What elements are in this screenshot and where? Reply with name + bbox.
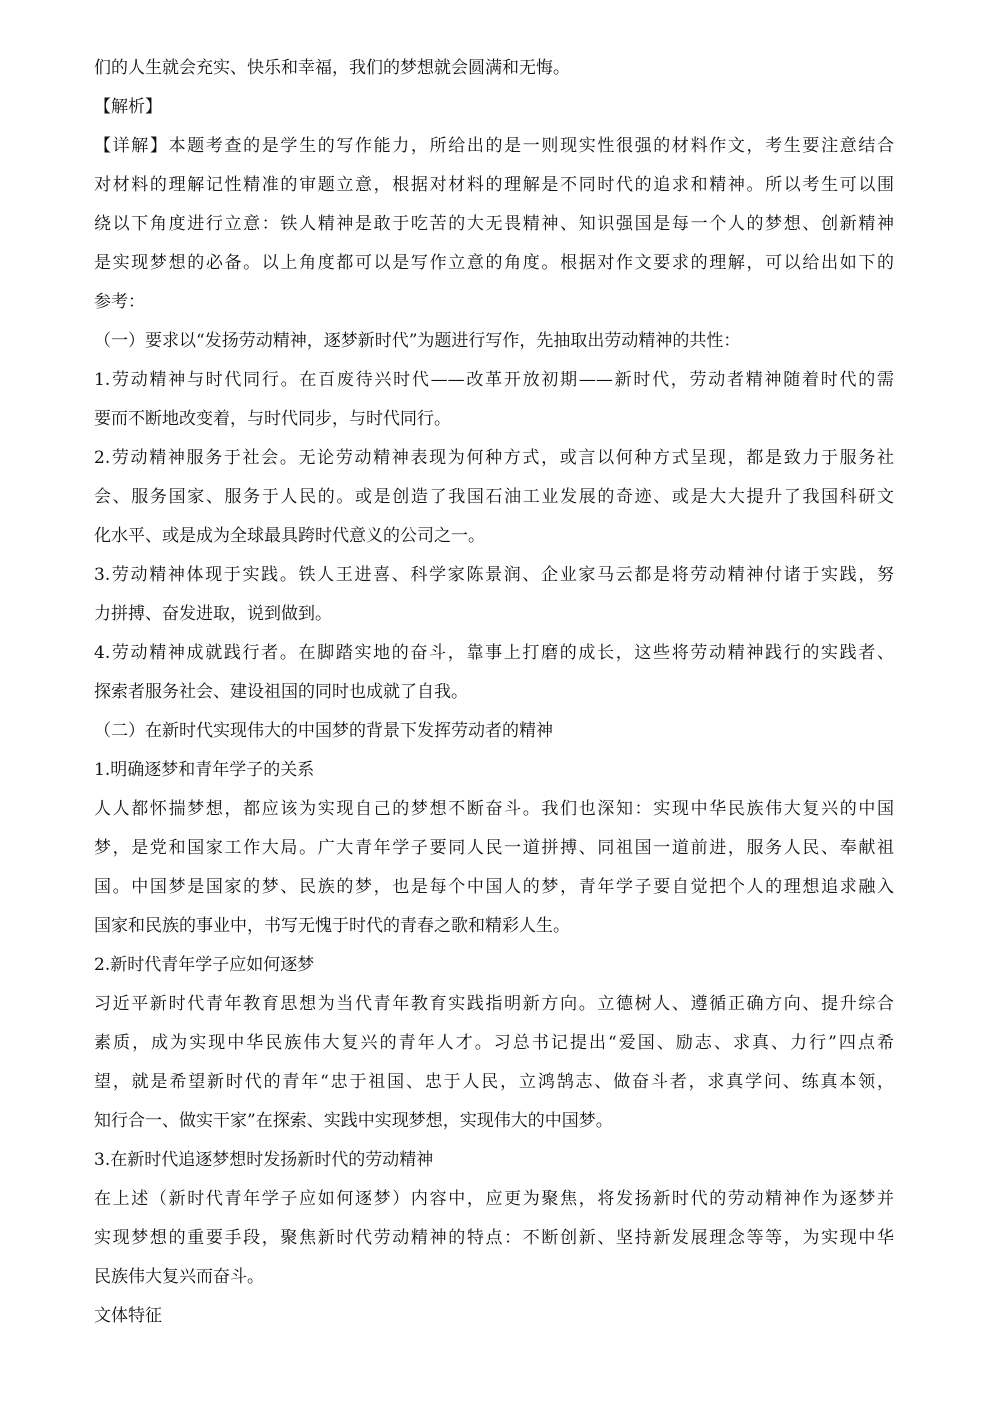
section-heading-style: 文体特征 (94, 1306, 162, 1326)
subheading-point-2: 2.新时代青年学子应如何逐梦 (94, 955, 315, 975)
text-line: 化水平、或是成为全球最具跨时代意义的公司之一。 (94, 526, 485, 546)
text-line: 素质，成为实现中华民族伟大复兴的青年人才。习总书记提出“爱国、励志、求真、力行”四点希 (94, 1033, 894, 1053)
subheading-part-two: （二）在新时代实现伟大的中国梦的背景下发挥劳动者的精神 (94, 721, 553, 741)
subheading-point-3: 3.在新时代追逐梦想时发扬新时代的劳动精神 (94, 1150, 434, 1170)
text-line: 要而不断地改变着，与时代同步，与时代同行。 (94, 409, 451, 429)
text-line: 力拼搏、奋发进取，说到做到。 (94, 604, 332, 624)
text-line: 1.劳动精神与时代同行。在百废待兴时代——改革开放初期——新时代，劳动者精神随着时代的需 (94, 370, 894, 390)
text-line: 3.劳动精神体现于实践。铁人王进喜、科学家陈景润、企业家马云都是将劳动精神付诸于实践，努 (94, 565, 894, 585)
text-line: 国家和民族的事业中，书写无愧于时代的青春之歌和精彩人生。 (94, 916, 570, 936)
text-line: 望，就是希望新时代的青年“忠于祖国、忠于人民，立鸿鹄志、做奋斗者，求真学问、练真本领， (94, 1072, 894, 1092)
text-line: 4.劳动精神成就践行者。在脚踏实地的奋斗，靠事上打磨的成长，这些将劳动精神践行的实践者、 (94, 643, 894, 663)
text-line: 国。中国梦是国家的梦、民族的梦，也是每个中国人的梦，青年学子要自觉把个人的理想追求融入 (94, 877, 894, 897)
text-line: 民族伟大复兴而奋斗。 (94, 1267, 264, 1287)
text-line: 参考： (94, 292, 145, 312)
text-line: 绕以下角度进行立意：铁人精神是敢于吃苦的大无畏精神、知识强国是每一个人的梦想、创新精神 (94, 214, 894, 234)
text-line: 梦，是党和国家工作大局。广大青年学子要同人民一道拼搏、同祖国一道前进，服务人民、奉献祖 (94, 838, 894, 858)
section-heading-analysis: 【解析】 (94, 97, 162, 117)
text-line: 探索者服务社会、建设祖国的同时也成就了自我。 (94, 682, 468, 702)
subheading-part-one: （一）要求以“发扬劳动精神，逐梦新时代”为题进行写作，先抽取出劳动精神的共性： (94, 331, 741, 351)
text-line: 习近平新时代青年教育思想为当代青年教育实践指明新方向。立德树人、遵循正确方向、提升综合 (94, 994, 894, 1014)
subheading-point-1: 1.明确逐梦和青年学子的关系 (94, 760, 315, 780)
text-line: 对材料的理解记性精准的审题立意，根据对材料的理解是不同时代的追求和精神。所以考生可以围 (94, 175, 894, 195)
text-line: 们的人生就会充实、快乐和幸福，我们的梦想就会圆满和无悔。 (94, 58, 570, 78)
text-line: 实现梦想的重要手段，聚焦新时代劳动精神的特点：不断创新、坚持新发展理念等等，为实现中华 (94, 1228, 894, 1248)
text-line: 是实现梦想的必备。以上角度都可以是写作立意的角度。根据对作文要求的理解，可以给出如下的 (94, 253, 894, 273)
text-line: 【详解】本题考查的是学生的写作能力，所给出的是一则现实性很强的材料作文，考生要注意结合 (94, 136, 894, 156)
text-line: 在上述（新时代青年学子应如何逐梦）内容中，应更为聚焦，将发扬新时代的劳动精神作为逐梦并 (94, 1189, 894, 1209)
text-line: 人人都怀揣梦想，都应该为实现自己的梦想不断奋斗。我们也深知：实现中华民族伟大复兴的中国 (94, 799, 894, 819)
text-line: 知行合一、做实干家”在探索、实践中实现梦想，实现伟大的中国梦。 (94, 1111, 613, 1131)
text-line: 会、服务国家、服务于人民的。或是创造了我国石油工业发展的奇迹、或是大大提升了我国科研文 (94, 487, 894, 507)
text-line: 2.劳动精神服务于社会。无论劳动精神表现为何种方式，或言以何种方式呈现，都是致力于服务社 (94, 448, 894, 468)
